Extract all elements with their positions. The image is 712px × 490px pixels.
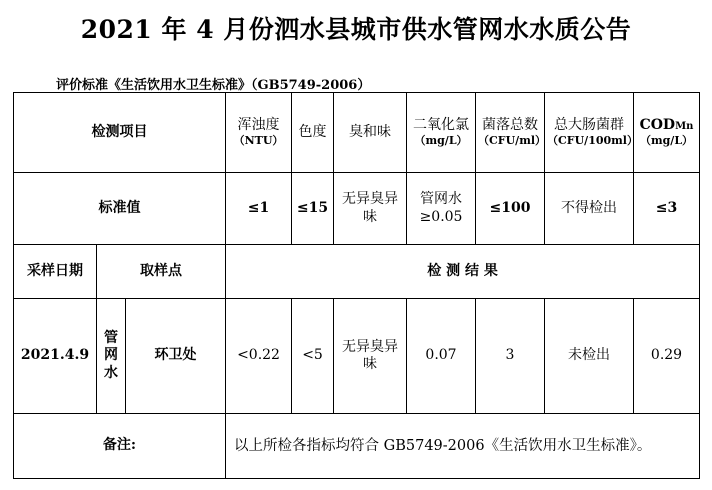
header-turbidity (226, 93, 292, 173)
result-bacteria: 3 (476, 299, 545, 414)
result-odor: 无异臭异味 (334, 299, 407, 414)
header-turbidity-unit: （NTU） (233, 134, 284, 148)
header-bacteria-unit: （CFU/ml） (478, 134, 547, 148)
header-color: 色度 (292, 93, 334, 173)
header-item: 检测项目 (14, 93, 226, 173)
standard-row (14, 173, 700, 245)
evaluation-standard: 评价标准《生活饮用水卫生标准》（GB5749-2006） (56, 78, 371, 93)
sample-date: 2021.4.9 (14, 299, 97, 414)
header-coliform (545, 93, 638, 173)
result-cod: 0.29 (634, 299, 700, 414)
header-coliform-unit: （CFU/100ml） (547, 134, 638, 148)
header-bacteria-name: 菌落总数 (482, 116, 539, 133)
standard-cod: ≤3 (634, 173, 700, 245)
header-cod-name: COD (639, 116, 676, 133)
result-turbidity: <0.22 (226, 299, 292, 414)
header-chlorine-dioxide-name: 二氧化氯 (413, 116, 470, 133)
header-turbidity-name: 浑浊度 (237, 116, 280, 133)
standard-turbidity: ≤1 (226, 173, 292, 245)
standard-color: ≤15 (292, 173, 334, 245)
header-cod-sub: Mn (675, 120, 694, 132)
standard-label: 标准值 (14, 173, 226, 245)
sample-type-char: 网 (104, 347, 118, 364)
results-label: 检 测 结 果 (226, 245, 700, 299)
sample-row (14, 299, 700, 414)
note-row (14, 414, 700, 479)
sample-type-char: 管 (104, 329, 118, 346)
header-cod-unit: （mg/L） (639, 134, 694, 148)
sample-type-char: 水 (104, 364, 118, 381)
sample-header-row (14, 245, 700, 299)
standard-odor: 无异臭异味 (334, 173, 407, 245)
page-title: 2021 年 4 月份泗水县城市供水管网水水质公告 (80, 15, 632, 44)
header-row (14, 93, 700, 173)
header-bacteria (476, 93, 545, 173)
header-chlorine-dioxide (407, 93, 476, 173)
result-coliform: 未检出 (545, 299, 634, 414)
water-quality-table (13, 92, 700, 479)
header-cod (634, 93, 700, 173)
sample-type (97, 299, 126, 414)
header-coliform-name: 总大肠菌群 (554, 116, 625, 133)
standard-chlorine-dioxide: 管网水≥0.05 (407, 173, 476, 245)
sample-point: 环卫处 (126, 299, 226, 414)
header-chlorine-dioxide-unit: （mg/L） (414, 134, 468, 148)
header-odor: 臭和味 (334, 93, 407, 173)
note-text: 以上所检各指标均符合 GB5749-2006《生活饮用水卫生标准》。 (226, 414, 700, 479)
sample-date-label: 采样日期 (14, 245, 97, 299)
sample-point-label: 取样点 (97, 245, 226, 299)
standard-bacteria: ≤100 (476, 173, 545, 245)
standard-coliform: 不得检出 (545, 173, 634, 245)
result-color: <5 (292, 299, 334, 414)
result-chlorine-dioxide: 0.07 (407, 299, 476, 414)
note-label: 备注: (14, 414, 226, 479)
